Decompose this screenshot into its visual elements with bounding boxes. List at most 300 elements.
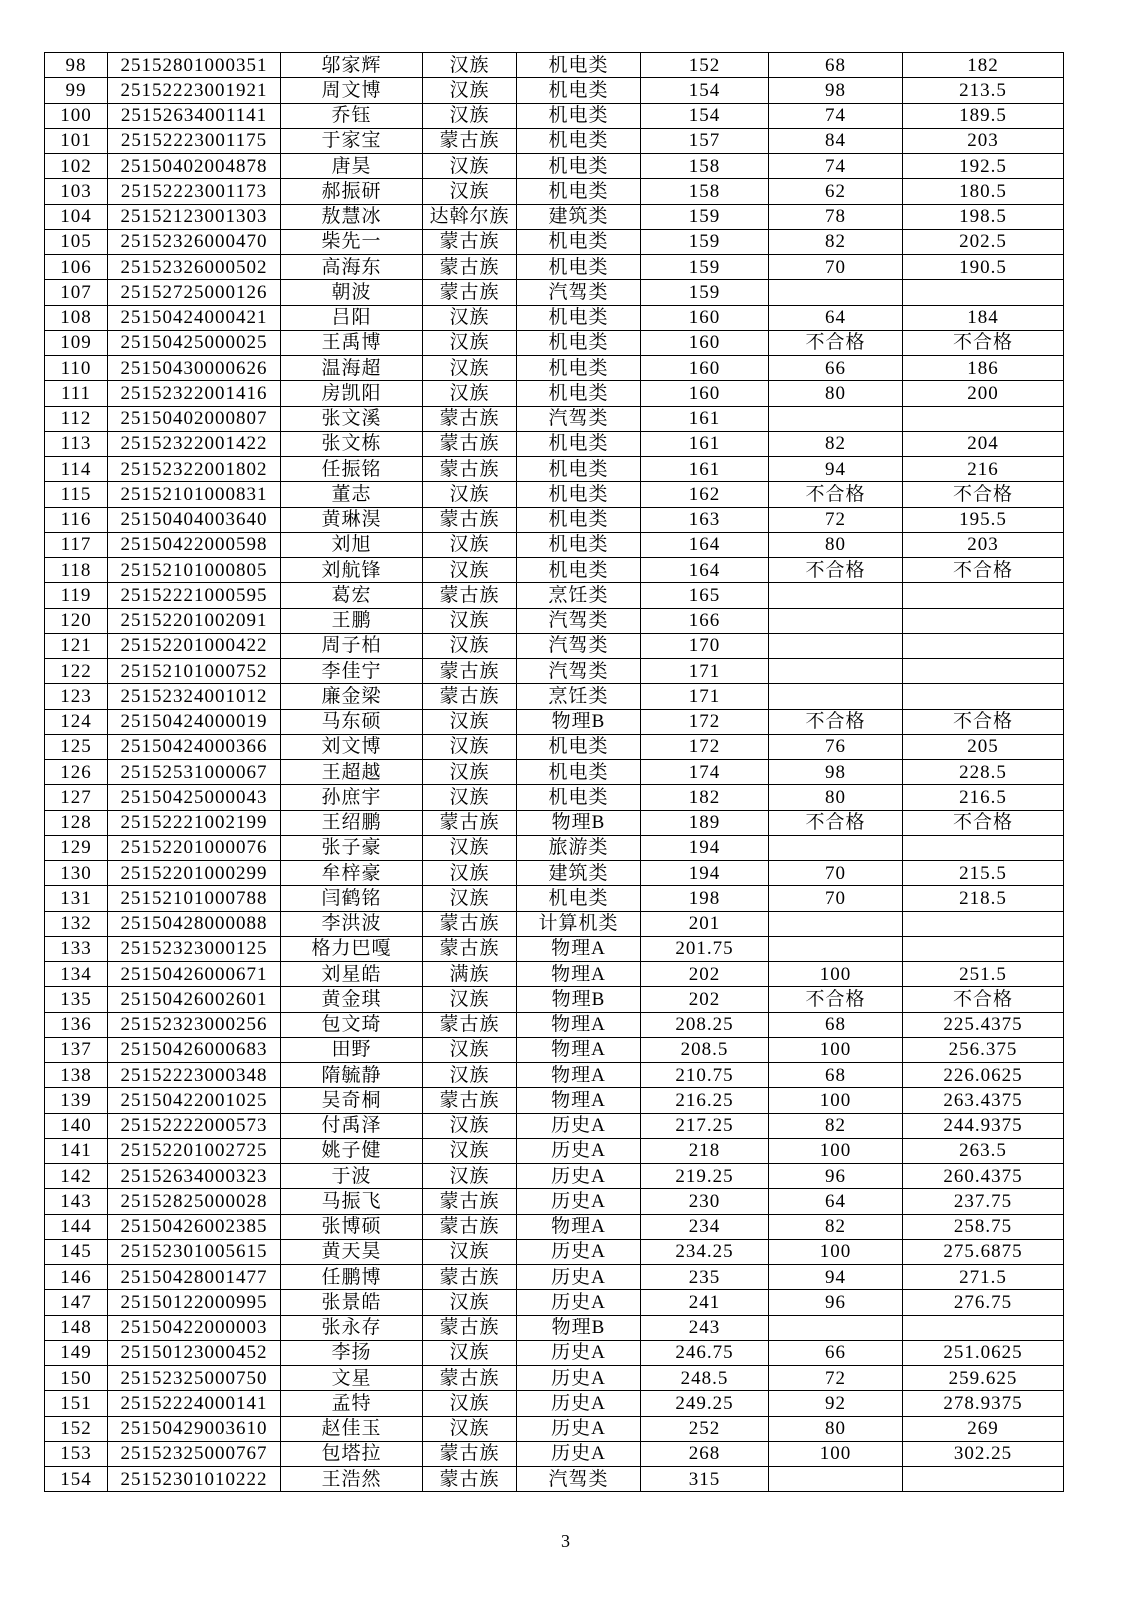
- score-cell: 218: [641, 1138, 769, 1163]
- total-score-cell: [903, 406, 1064, 431]
- table-row: [45, 835, 1064, 860]
- skill-score-cell: [769, 911, 903, 936]
- category-cell: 机电类: [517, 154, 641, 179]
- candidate-id-cell: 25152221002199: [108, 810, 281, 835]
- skill-score-cell: 72: [769, 1366, 903, 1391]
- category-cell: 机电类: [517, 330, 641, 355]
- skill-score-cell: 64: [769, 1189, 903, 1214]
- total-score-cell: [903, 911, 1064, 936]
- skill-score-cell: 80: [769, 785, 903, 810]
- category-cell: 机电类: [517, 431, 641, 456]
- ethnicity-cell: 蒙古族: [423, 1214, 517, 1239]
- candidate-id-cell: 25152324001012: [108, 684, 281, 709]
- table-row: [45, 1189, 1064, 1214]
- candidate-id-cell: 25152223001173: [108, 179, 281, 204]
- ethnicity-cell: 蒙古族: [423, 810, 517, 835]
- score-cell: 160: [641, 381, 769, 406]
- candidate-id-cell: 25150404003640: [108, 507, 281, 532]
- candidate-id-cell: 25150422001025: [108, 1088, 281, 1113]
- score-cell: 198: [641, 886, 769, 911]
- table-row: [45, 1088, 1064, 1113]
- name-cell: 李扬: [281, 1340, 423, 1365]
- skill-score-cell: [769, 1467, 903, 1492]
- skill-score-cell: 94: [769, 457, 903, 482]
- category-cell: 历史A: [517, 1239, 641, 1264]
- ethnicity-cell: 蒙古族: [423, 1315, 517, 1340]
- score-cell: 172: [641, 709, 769, 734]
- page-number: 3: [561, 1531, 570, 1551]
- name-cell: 唐昊: [281, 154, 423, 179]
- total-score-cell: 302.25: [903, 1441, 1064, 1466]
- total-score-cell: 186: [903, 356, 1064, 381]
- ethnicity-cell: 汉族: [423, 1063, 517, 1088]
- candidate-id-cell: 25152326000502: [108, 255, 281, 280]
- name-cell: 刘星皓: [281, 962, 423, 987]
- name-cell: 刘旭: [281, 532, 423, 557]
- score-cell: 159: [641, 204, 769, 229]
- skill-score-cell: 100: [769, 1088, 903, 1113]
- candidate-id-cell: 25152224000141: [108, 1391, 281, 1416]
- ethnicity-cell: 汉族: [423, 861, 517, 886]
- row-number-cell: 135: [45, 987, 108, 1012]
- category-cell: 物理B: [517, 709, 641, 734]
- row-number-cell: 109: [45, 330, 108, 355]
- ethnicity-cell: 蒙古族: [423, 659, 517, 684]
- category-cell: 机电类: [517, 381, 641, 406]
- skill-score-cell: 74: [769, 154, 903, 179]
- ethnicity-cell: 满族: [423, 962, 517, 987]
- category-cell: 历史A: [517, 1441, 641, 1466]
- skill-score-cell: 不合格: [769, 330, 903, 355]
- skill-score-cell: 70: [769, 886, 903, 911]
- name-cell: 黄金琪: [281, 987, 423, 1012]
- total-score-cell: [903, 1467, 1064, 1492]
- candidate-id-cell: 25152531000067: [108, 760, 281, 785]
- category-cell: 机电类: [517, 558, 641, 583]
- total-score-cell: 216.5: [903, 785, 1064, 810]
- category-cell: 计算机类: [517, 911, 641, 936]
- candidate-id-cell: 25152322001422: [108, 431, 281, 456]
- row-number-cell: 127: [45, 785, 108, 810]
- table-row: [45, 1391, 1064, 1416]
- row-number-cell: 134: [45, 962, 108, 987]
- table-row: [45, 785, 1064, 810]
- category-cell: 机电类: [517, 886, 641, 911]
- category-cell: 建筑类: [517, 861, 641, 886]
- table-row: [45, 760, 1064, 785]
- ethnicity-cell: 汉族: [423, 179, 517, 204]
- score-cell: 164: [641, 558, 769, 583]
- score-cell: 216.25: [641, 1088, 769, 1113]
- ethnicity-cell: 蒙古族: [423, 1088, 517, 1113]
- row-number-cell: 137: [45, 1037, 108, 1062]
- skill-score-cell: [769, 684, 903, 709]
- total-score-cell: 237.75: [903, 1189, 1064, 1214]
- skill-score-cell: 96: [769, 1164, 903, 1189]
- name-cell: 张文溪: [281, 406, 423, 431]
- row-number-cell: 138: [45, 1063, 108, 1088]
- category-cell: 历史A: [517, 1416, 641, 1441]
- total-score-cell: 244.9375: [903, 1113, 1064, 1138]
- candidate-id-cell: 25150430000626: [108, 356, 281, 381]
- ethnicity-cell: 汉族: [423, 886, 517, 911]
- table-row: [45, 734, 1064, 759]
- skill-score-cell: 68: [769, 1012, 903, 1037]
- table-row: [45, 684, 1064, 709]
- total-score-cell: 192.5: [903, 154, 1064, 179]
- ethnicity-cell: 汉族: [423, 785, 517, 810]
- candidate-id-cell: 25150122000995: [108, 1290, 281, 1315]
- skill-score-cell: 62: [769, 179, 903, 204]
- row-number-cell: 102: [45, 154, 108, 179]
- score-cell: 246.75: [641, 1340, 769, 1365]
- row-number-cell: 115: [45, 482, 108, 507]
- skill-score-cell: 100: [769, 1441, 903, 1466]
- row-number-cell: 140: [45, 1113, 108, 1138]
- total-score-cell: 258.75: [903, 1214, 1064, 1239]
- name-cell: 王鹏: [281, 608, 423, 633]
- name-cell: 黄天昊: [281, 1239, 423, 1264]
- candidate-id-cell: 25150422000598: [108, 532, 281, 557]
- score-cell: 208.5: [641, 1037, 769, 1062]
- score-cell: 160: [641, 330, 769, 355]
- skill-score-cell: [769, 280, 903, 305]
- category-cell: 历史A: [517, 1366, 641, 1391]
- skill-score-cell: 82: [769, 1214, 903, 1239]
- row-number-cell: 154: [45, 1467, 108, 1492]
- category-cell: 机电类: [517, 305, 641, 330]
- ethnicity-cell: 汉族: [423, 1391, 517, 1416]
- score-cell: 249.25: [641, 1391, 769, 1416]
- row-number-cell: 130: [45, 861, 108, 886]
- total-score-cell: [903, 280, 1064, 305]
- name-cell: 孙庶宇: [281, 785, 423, 810]
- skill-score-cell: 80: [769, 532, 903, 557]
- score-cell: 202: [641, 987, 769, 1012]
- name-cell: 包塔拉: [281, 1441, 423, 1466]
- name-cell: 吴奇桐: [281, 1088, 423, 1113]
- candidate-id-cell: 25152634001141: [108, 103, 281, 128]
- category-cell: 机电类: [517, 482, 641, 507]
- table-row: [45, 457, 1064, 482]
- ethnicity-cell: 汉族: [423, 532, 517, 557]
- ethnicity-cell: 蒙古族: [423, 507, 517, 532]
- candidate-id-cell: 25152201000422: [108, 633, 281, 658]
- skill-score-cell: 不合格: [769, 810, 903, 835]
- table-row: [45, 128, 1064, 153]
- category-cell: 汽驾类: [517, 659, 641, 684]
- total-score-cell: 271.5: [903, 1265, 1064, 1290]
- candidate-id-cell: 25150429003610: [108, 1416, 281, 1441]
- skill-score-cell: 70: [769, 861, 903, 886]
- name-cell: 董志: [281, 482, 423, 507]
- total-score-cell: 182: [903, 53, 1064, 78]
- candidate-id-cell: 25150425000025: [108, 330, 281, 355]
- category-cell: 机电类: [517, 457, 641, 482]
- score-cell: 243: [641, 1315, 769, 1340]
- total-score-cell: 不合格: [903, 330, 1064, 355]
- name-cell: 敖慧冰: [281, 204, 423, 229]
- name-cell: 付禹泽: [281, 1113, 423, 1138]
- score-cell: 152: [641, 53, 769, 78]
- total-score-cell: 203: [903, 128, 1064, 153]
- category-cell: 机电类: [517, 229, 641, 254]
- total-score-cell: 不合格: [903, 482, 1064, 507]
- total-score-cell: 不合格: [903, 558, 1064, 583]
- name-cell: 张文栋: [281, 431, 423, 456]
- candidate-id-cell: 25152326000470: [108, 229, 281, 254]
- row-number-cell: 131: [45, 886, 108, 911]
- ethnicity-cell: 汉族: [423, 760, 517, 785]
- table-row: [45, 1467, 1064, 1492]
- row-number-cell: 152: [45, 1416, 108, 1441]
- total-score-cell: 275.6875: [903, 1239, 1064, 1264]
- name-cell: 葛宏: [281, 583, 423, 608]
- total-score-cell: [903, 608, 1064, 633]
- ethnicity-cell: 汉族: [423, 78, 517, 103]
- total-score-cell: [903, 1315, 1064, 1340]
- candidate-id-cell: 25152223000348: [108, 1063, 281, 1088]
- category-cell: 机电类: [517, 532, 641, 557]
- candidate-id-cell: 25152201002725: [108, 1138, 281, 1163]
- score-cell: 230: [641, 1189, 769, 1214]
- name-cell: 于家宝: [281, 128, 423, 153]
- candidate-id-cell: 25150426002385: [108, 1214, 281, 1239]
- category-cell: 机电类: [517, 734, 641, 759]
- skill-score-cell: [769, 835, 903, 860]
- total-score-cell: 226.0625: [903, 1063, 1064, 1088]
- score-cell: 208.25: [641, 1012, 769, 1037]
- candidate-id-cell: 25150428000088: [108, 911, 281, 936]
- category-cell: 建筑类: [517, 204, 641, 229]
- total-score-cell: 198.5: [903, 204, 1064, 229]
- total-score-cell: 不合格: [903, 709, 1064, 734]
- score-cell: 164: [641, 532, 769, 557]
- candidate-id-cell: 25152221000595: [108, 583, 281, 608]
- candidate-id-cell: 25152201000076: [108, 835, 281, 860]
- total-score-cell: 251.5: [903, 962, 1064, 987]
- ethnicity-cell: 蒙古族: [423, 128, 517, 153]
- score-cell: 189: [641, 810, 769, 835]
- table-row: [45, 103, 1064, 128]
- row-number-cell: 136: [45, 1012, 108, 1037]
- skill-score-cell: 100: [769, 1138, 903, 1163]
- total-score-cell: 202.5: [903, 229, 1064, 254]
- score-cell: 159: [641, 280, 769, 305]
- name-cell: 李佳宁: [281, 659, 423, 684]
- score-cell: 241: [641, 1290, 769, 1315]
- total-score-cell: 225.4375: [903, 1012, 1064, 1037]
- ethnicity-cell: 汉族: [423, 633, 517, 658]
- row-number-cell: 98: [45, 53, 108, 78]
- ethnicity-cell: 汉族: [423, 835, 517, 860]
- score-cell: 194: [641, 861, 769, 886]
- table-row: [45, 179, 1064, 204]
- score-cell: 234: [641, 1214, 769, 1239]
- table-row: [45, 280, 1064, 305]
- ethnicity-cell: 蒙古族: [423, 406, 517, 431]
- score-cell: 234.25: [641, 1239, 769, 1264]
- total-score-cell: 263.4375: [903, 1088, 1064, 1113]
- category-cell: 物理B: [517, 1315, 641, 1340]
- table-row: [45, 482, 1064, 507]
- total-score-cell: 276.75: [903, 1290, 1064, 1315]
- row-number-cell: 143: [45, 1189, 108, 1214]
- ethnicity-cell: 蒙古族: [423, 684, 517, 709]
- ethnicity-cell: 汉族: [423, 482, 517, 507]
- total-score-cell: [903, 684, 1064, 709]
- ethnicity-cell: 蒙古族: [423, 1265, 517, 1290]
- score-cell: 159: [641, 255, 769, 280]
- total-score-cell: 259.625: [903, 1366, 1064, 1391]
- row-number-cell: 114: [45, 457, 108, 482]
- table-row: [45, 1113, 1064, 1138]
- table-row: [45, 1037, 1064, 1062]
- table-row: [45, 330, 1064, 355]
- ethnicity-cell: 汉族: [423, 734, 517, 759]
- total-score-cell: 263.5: [903, 1138, 1064, 1163]
- total-score-cell: 200: [903, 381, 1064, 406]
- row-number-cell: 119: [45, 583, 108, 608]
- skill-score-cell: [769, 1315, 903, 1340]
- name-cell: 周文博: [281, 78, 423, 103]
- name-cell: 田野: [281, 1037, 423, 1062]
- candidate-id-cell: 25150424000019: [108, 709, 281, 734]
- row-number-cell: 103: [45, 179, 108, 204]
- table-row: [45, 356, 1064, 381]
- name-cell: 牟梓豪: [281, 861, 423, 886]
- row-number-cell: 146: [45, 1265, 108, 1290]
- table-row: [45, 406, 1064, 431]
- table-row: [45, 1340, 1064, 1365]
- table-row: [45, 305, 1064, 330]
- row-number-cell: 141: [45, 1138, 108, 1163]
- skill-score-cell: 68: [769, 1063, 903, 1088]
- candidate-id-cell: 25150425000043: [108, 785, 281, 810]
- score-cell: 160: [641, 305, 769, 330]
- total-score-cell: 256.375: [903, 1037, 1064, 1062]
- total-score-cell: 278.9375: [903, 1391, 1064, 1416]
- candidate-id-cell: 25152101000752: [108, 659, 281, 684]
- ethnicity-cell: 汉族: [423, 381, 517, 406]
- ethnicity-cell: 汉族: [423, 330, 517, 355]
- ethnicity-cell: 汉族: [423, 356, 517, 381]
- ethnicity-cell: 蒙古族: [423, 229, 517, 254]
- category-cell: 物理A: [517, 1012, 641, 1037]
- category-cell: 汽驾类: [517, 280, 641, 305]
- skill-score-cell: 82: [769, 1113, 903, 1138]
- table-row: [45, 255, 1064, 280]
- candidate-id-cell: 25152223001921: [108, 78, 281, 103]
- skill-score-cell: 98: [769, 78, 903, 103]
- total-score-cell: 251.0625: [903, 1340, 1064, 1365]
- score-cell: 170: [641, 633, 769, 658]
- candidate-id-cell: 25152634000323: [108, 1164, 281, 1189]
- candidate-id-cell: 25152725000126: [108, 280, 281, 305]
- name-cell: 朝波: [281, 280, 423, 305]
- name-cell: 柴先一: [281, 229, 423, 254]
- skill-score-cell: 92: [769, 1391, 903, 1416]
- skill-score-cell: 80: [769, 381, 903, 406]
- table-row: [45, 861, 1064, 886]
- name-cell: 马振飞: [281, 1189, 423, 1214]
- row-number-cell: 123: [45, 684, 108, 709]
- table-row: [45, 633, 1064, 658]
- row-number-cell: 101: [45, 128, 108, 153]
- candidate-id-cell: 25152325000767: [108, 1441, 281, 1466]
- row-number-cell: 124: [45, 709, 108, 734]
- score-cell: 252: [641, 1416, 769, 1441]
- category-cell: 历史A: [517, 1189, 641, 1214]
- score-cell: 157: [641, 128, 769, 153]
- candidate-id-cell: 25152322001416: [108, 381, 281, 406]
- score-cell: 172: [641, 734, 769, 759]
- table-row: [45, 1138, 1064, 1163]
- ethnicity-cell: 蒙古族: [423, 911, 517, 936]
- total-score-cell: 216: [903, 457, 1064, 482]
- score-cell: 154: [641, 78, 769, 103]
- category-cell: 历史A: [517, 1340, 641, 1365]
- row-number-cell: 116: [45, 507, 108, 532]
- name-cell: 孟特: [281, 1391, 423, 1416]
- name-cell: 张子豪: [281, 835, 423, 860]
- skill-score-cell: 70: [769, 255, 903, 280]
- name-cell: 隋毓静: [281, 1063, 423, 1088]
- category-cell: 历史A: [517, 1391, 641, 1416]
- category-cell: 物理A: [517, 1214, 641, 1239]
- category-cell: 物理A: [517, 1063, 641, 1088]
- candidate-id-cell: 25150426000671: [108, 962, 281, 987]
- total-score-cell: [903, 633, 1064, 658]
- table-row: [45, 78, 1064, 103]
- score-cell: 217.25: [641, 1113, 769, 1138]
- ethnicity-cell: 蒙古族: [423, 583, 517, 608]
- total-score-cell: [903, 936, 1064, 961]
- table-row: [45, 507, 1064, 532]
- row-number-cell: 118: [45, 558, 108, 583]
- score-cell: 201.75: [641, 936, 769, 961]
- ethnicity-cell: 汉族: [423, 1416, 517, 1441]
- candidate-id-cell: 25152301010222: [108, 1467, 281, 1492]
- category-cell: 汽驾类: [517, 633, 641, 658]
- category-cell: 历史A: [517, 1265, 641, 1290]
- name-cell: 乔钰: [281, 103, 423, 128]
- row-number-cell: 122: [45, 659, 108, 684]
- skill-score-cell: [769, 936, 903, 961]
- total-score-cell: 269: [903, 1416, 1064, 1441]
- name-cell: 张博硕: [281, 1214, 423, 1239]
- candidate-id-cell: 25152101000788: [108, 886, 281, 911]
- score-cell: 210.75: [641, 1063, 769, 1088]
- score-cell: 201: [641, 911, 769, 936]
- score-cell: 161: [641, 457, 769, 482]
- row-number-cell: 121: [45, 633, 108, 658]
- skill-score-cell: 不合格: [769, 558, 903, 583]
- skill-score-cell: 96: [769, 1290, 903, 1315]
- skill-score-cell: 94: [769, 1265, 903, 1290]
- table-row: [45, 381, 1064, 406]
- skill-score-cell: 66: [769, 1340, 903, 1365]
- candidate-id-cell: 25150123000452: [108, 1340, 281, 1365]
- name-cell: 李洪波: [281, 911, 423, 936]
- candidate-id-cell: 25152201000299: [108, 861, 281, 886]
- category-cell: 物理B: [517, 810, 641, 835]
- category-cell: 历史A: [517, 1138, 641, 1163]
- total-score-cell: 213.5: [903, 78, 1064, 103]
- row-number-cell: 142: [45, 1164, 108, 1189]
- total-score-cell: 218.5: [903, 886, 1064, 911]
- skill-score-cell: 74: [769, 103, 903, 128]
